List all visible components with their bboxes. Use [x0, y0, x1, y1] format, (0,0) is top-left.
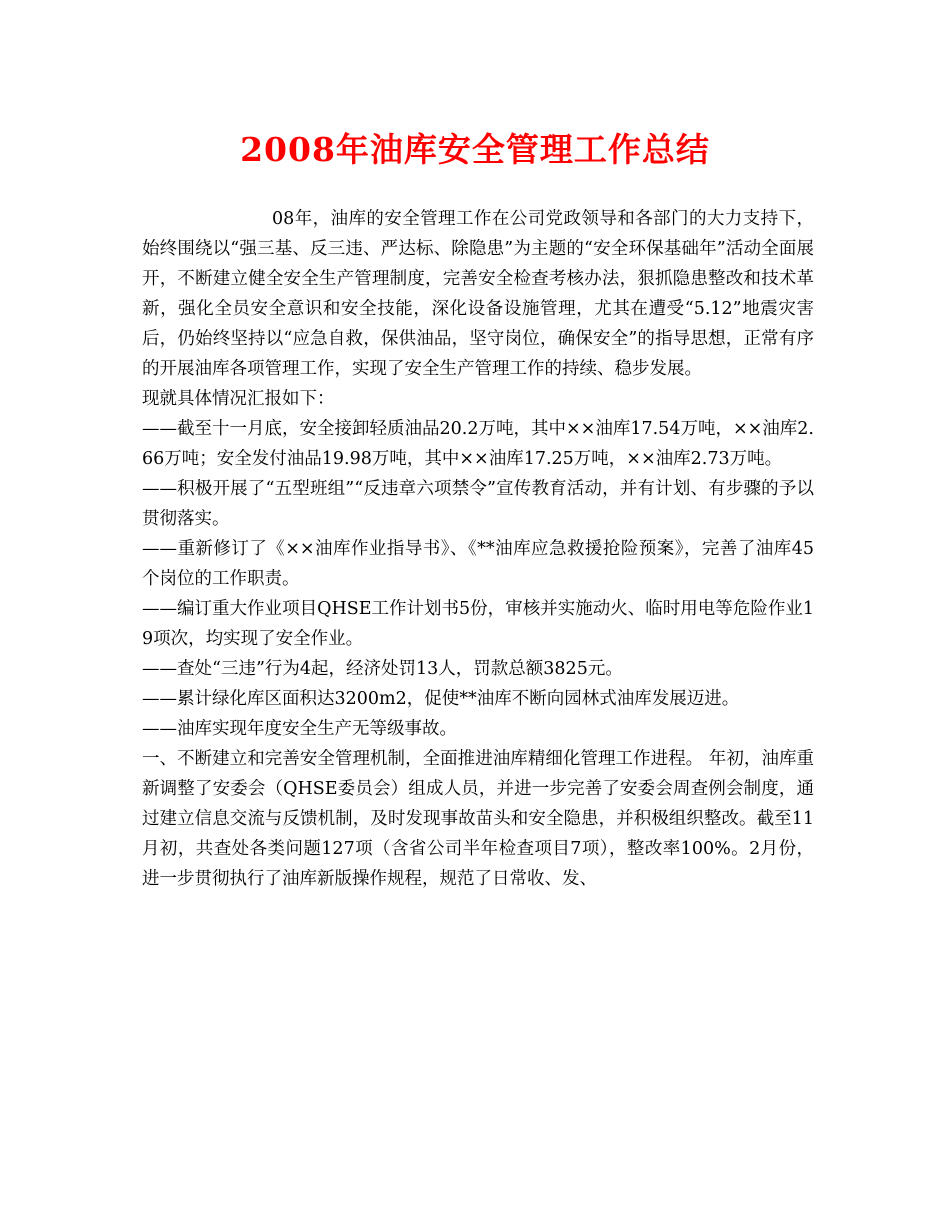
report-lead-paragraph: 现就具体情况汇报如下：: [142, 389, 335, 409]
document-title: 2008年油库安全管理工作总结: [240, 130, 710, 169]
bullet-violations: ——查处“三违”行为4起，经济处罚13人，罚款总额3825元。: [142, 659, 623, 679]
bullet-oil-volume: ——截至十一月底，安全接卸轻质油品20.2万吨，其中××油库17.54万吨，××油库2.66万吨；安全发付油品19.98万吨，其中××油库17.25万吨，××油库2.73万吨。: [142, 419, 814, 469]
section-one-paragraph: 一、不断建立和完善安全管理机制，全面推进油库精细化管理工作进程。 年初，油库重新调整了安委会（QHSE委员会）组成人员，并进一步完善了安委会周查例会制度，通过建立信息交流与反馈机制，及时发现事故苗头和安全隐患，并积极组织整改。截至11月初，共查处各类问题127项（含省公司半年检查项目7项），整改率100%。2月份，进一步贯彻执行了油库新版操作规程，规范了日常收、发、: [142, 749, 814, 889]
intro-paragraph: 08年，油库的安全管理工作在公司党政领导和各部门的大力支持下，始终围绕以“强三基、反三违、严达标、除隐患”为主题的“安全环保基础年”活动全面展开，不断建立健全安全生产管理制度，完善安全检查考核办法，狠抓隐患整改和技术革新，强化全员安全意识和安全技能，深化设备设施管理，尤其在遭受“5.12”地震灾害后，仍始终坚持以“应急自救，保供油品，坚守岗位，确保安全”的指导思想，正常有序的开展油库各项管理工作，实现了安全生产管理工作的持续、稳步发展。: [142, 209, 814, 379]
bullet-revised-manuals: ——重新修订了《××油库作业指导书》、《**油库应急救援抢险预案》，完善了油库45个岗位的工作职责。: [142, 539, 814, 589]
bullet-greening: ——累计绿化库区面积达3200m2，促使**油库不断向园林式油库发展迈进。: [142, 689, 740, 709]
bullet-education-campaign: ——积极开展了“五型班组”“反违章六项禁令”宣传教育活动，并有计划、有步骤的予以贯彻落实。: [142, 479, 814, 529]
document-body: [142, 204, 814, 894]
bullet-qhse-plans: ——编订重大作业项目QHSE工作计划书5份，审核并实施动火、临时用电等危险作业19项次，均实现了安全作业。: [142, 599, 814, 649]
bullet-no-accidents: ——油库实现年度安全生产无等级事故。: [142, 719, 457, 739]
